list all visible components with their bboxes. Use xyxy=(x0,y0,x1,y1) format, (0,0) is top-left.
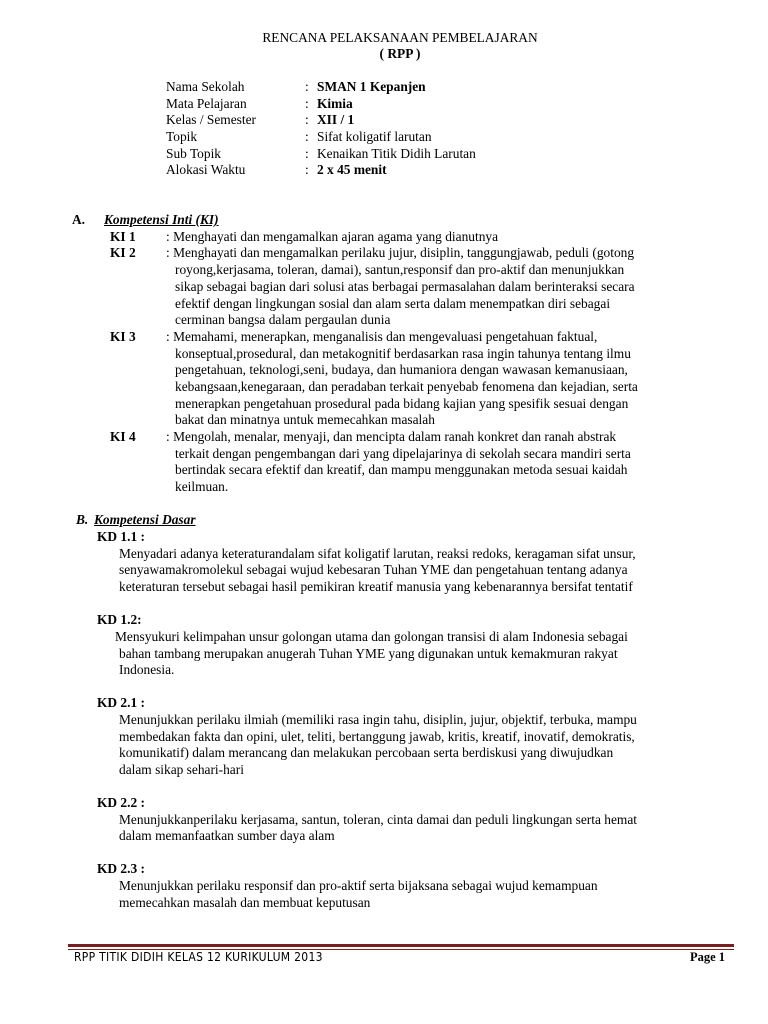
kd-label: KD 1.2: xyxy=(97,612,142,627)
section-marker: A. xyxy=(72,212,86,227)
identity-separator: : xyxy=(305,146,309,161)
kd-text-line: membedakan fakta dan opini, ulet, teliti, bertanggung jawab, kritis, kreatif, inovatif, demokratis, xyxy=(119,729,635,744)
ki-text-line: kebangsaan,kenegaraan, dan peradaban terkait penyebab fenomena dan kejadian, serta xyxy=(175,379,638,394)
kd-text-line: Mensyukuri kelimpahan unsur golongan utama dan golongan transisi di alam Indonesia sebagai xyxy=(115,629,628,644)
ki-text-line: royong,kerjasama, toleran, damai), santun,responsif dan pro-aktif dan menunjukkan xyxy=(175,262,625,277)
ki-text-line: sikap sebagai bagian dari solusi atas berbagai permasalahan dalam berinteraksi secara xyxy=(175,279,635,294)
kd-text-line: bahan tambang merupakan anugerah Tuhan YME yang digunakan untuk kemakmuran rakyat xyxy=(119,646,618,661)
section-title: Kompetensi Dasar xyxy=(94,512,196,527)
section-marker: B. xyxy=(76,512,89,527)
kd-text-line: dalam sikap sehari-hari xyxy=(119,762,244,777)
identity-value: Sifat koligatif larutan xyxy=(317,129,432,144)
identity-label: Alokasi Waktu xyxy=(166,162,246,177)
document-subtitle: ( RPP ) xyxy=(379,46,421,61)
kd-text-line: dalam memanfaatkan sumber daya alam xyxy=(119,828,335,843)
kd-label: KD 2.2 : xyxy=(97,795,145,810)
kd-text-line: Menunjukkanperilaku kerjasama, santun, toleran, cinta damai dan peduli lingkungan serta hemat xyxy=(119,812,637,827)
identity-label: Mata Pelajaran xyxy=(166,96,247,111)
identity-label: Kelas / Semester xyxy=(166,112,256,127)
ki-text-line: bertindak secara efektif dan kreatif, dan mampu menggunakan metoda sesuai kaidah xyxy=(175,462,628,477)
kd-label: KD 1.1 : xyxy=(97,529,145,544)
kd-text-line: Menunjukkan perilaku responsif dan pro-aktif serta bijaksana sebagai wujud kemampuan xyxy=(119,878,598,893)
footer-rule-thick xyxy=(68,944,734,947)
identity-value: SMAN 1 Kepanjen xyxy=(317,79,426,94)
footer-document-label: RPP TITIK DIDIH KELAS 12 KURIKULUM 2013 xyxy=(74,950,323,964)
footer-page-number: Page 1 xyxy=(690,950,726,964)
kd-text-line: senyawamakromolekul sebagai wujud kebesaran Tuhan YME dan pengetahuan tentang adanya xyxy=(119,562,628,577)
ki-text-line: : Menghayati dan mengamalkan perilaku jujur, disiplin, tanggungjawab, peduli (gotong xyxy=(166,245,635,260)
identity-separator: : xyxy=(305,96,309,111)
identity-label: Sub Topik xyxy=(166,146,221,161)
ki-label: KI 1 xyxy=(110,229,136,244)
ki-text-line: : Mengolah, menalar, menyaji, dan mencipta dalam ranah konkret dan ranah abstrak xyxy=(166,429,617,444)
ki-label: KI 2 xyxy=(110,245,136,260)
identity-value: 2 x 45 menit xyxy=(317,162,387,177)
kd-text-line: Menyadari adanya keteraturandalam sifat koligatif larutan, reaksi redoks, keragaman sifat unsur, xyxy=(119,546,636,561)
kd-text-line: komunikatif) dalam merancang dan melakukan percobaan serta berdiskusi yang diwujudkan xyxy=(119,745,614,760)
ki-text-line: : Memahami, menerapkan, menganalisis dan mengevaluasi pengetahuan faktual, xyxy=(166,329,598,344)
identity-separator: : xyxy=(305,112,309,127)
ki-text-line: : Menghayati dan mengamalkan ajaran agama yang dianutnya xyxy=(166,229,499,244)
ki-text-line: konseptual,prosedural, dan metakognitif berdasarkan rasa ingin tahunya tentang ilmu xyxy=(175,346,631,361)
ki-text-line: efektif dengan lingkungan sosial dan alam serta dalam menempatkan diri sebagai xyxy=(175,296,611,311)
section-title: Kompetensi Inti (KI) xyxy=(104,212,219,227)
document-title: RENCANA PELAKSANAAN PEMBELAJARAN xyxy=(262,30,538,45)
kd-text-line: Indonesia. xyxy=(119,662,175,677)
identity-label: Nama Sekolah xyxy=(166,79,245,94)
ki-text-line: pengetahuan, teknologi,seni, budaya, dan humaniora dengan wawasan kemanusiaan, xyxy=(175,362,628,377)
identity-value: Kimia xyxy=(317,96,353,111)
ki-label: KI 3 xyxy=(110,329,136,344)
identity-separator: : xyxy=(305,162,309,177)
ki-text-line: terkait dengan pengembangan dari yang dipelajarinya di sekolah secara mandiri serta xyxy=(175,446,631,461)
identity-separator: : xyxy=(305,129,309,144)
identity-value: XII / 1 xyxy=(317,112,355,127)
ki-text-line: keilmuan. xyxy=(175,479,229,494)
identity-value: Kenaikan Titik Didih Larutan xyxy=(317,146,476,161)
identity-separator: : xyxy=(305,79,309,94)
kd-text-line: memecahkan masalah dan membuat keputusan xyxy=(119,895,371,910)
ki-label: KI 4 xyxy=(110,429,136,444)
identity-label: Topik xyxy=(166,129,198,144)
ki-text-line: cerminan bangsa dalam pergaulan dunia xyxy=(175,312,391,327)
kd-text-line: keteraturan tersebut sebagai hasil pemikiran kreatif manusia yang kebenarannya bersifat tentatif xyxy=(119,579,633,594)
kd-label: KD 2.1 : xyxy=(97,695,145,710)
kd-label: KD 2.3 : xyxy=(97,861,145,876)
kd-text-line: Menunjukkan perilaku ilmiah (memiliki rasa ingin tahu, disiplin, jujur, objektif, terbuka, mampu xyxy=(119,712,637,727)
ki-text-line: menerapkan pengetahuan prosedural pada bidang kajian yang spesifik sesuai dengan xyxy=(175,396,629,411)
ki-text-line: bakat dan minatnya untuk memecahkan masalah xyxy=(175,412,435,427)
